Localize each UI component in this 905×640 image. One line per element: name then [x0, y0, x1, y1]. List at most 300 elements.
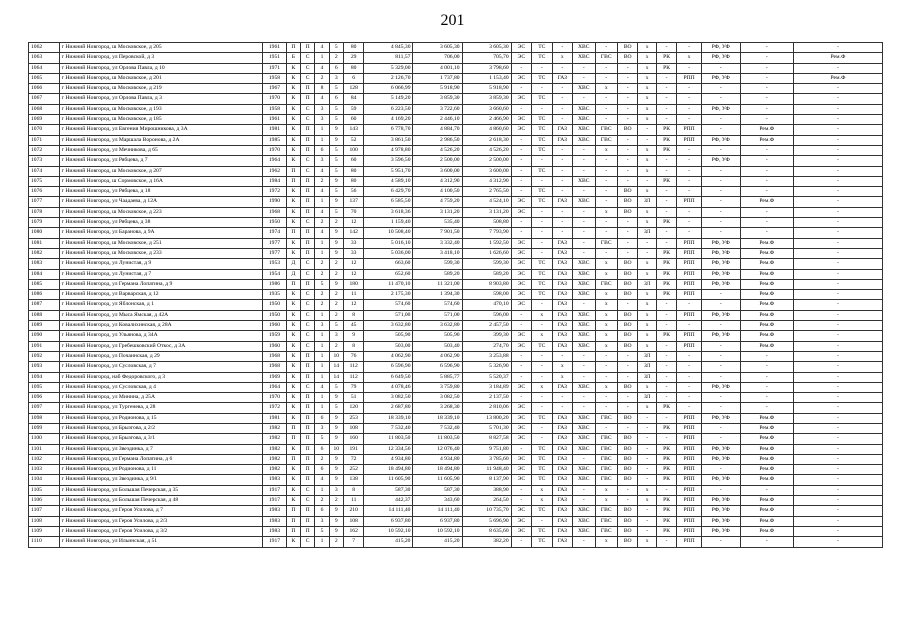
table-cell: -	[701, 115, 740, 125]
table-cell: ГАЗ	[552, 526, 572, 536]
table-cell: 80	[343, 176, 363, 186]
table-cell: 1964	[263, 156, 287, 166]
table-cell: 143	[343, 125, 363, 135]
table-cell: -	[793, 145, 882, 155]
table-cell: ВО	[618, 197, 638, 207]
table-cell: 1108	[29, 516, 60, 526]
table-cell: -	[511, 496, 531, 506]
table-cell: -	[532, 372, 552, 382]
table-cell: 72	[343, 454, 363, 464]
table-cell: 5	[315, 526, 329, 536]
table-cell: РК	[656, 444, 676, 454]
table-cell: г Нижний Новгород, ул Мыса Ямская, д 42А	[59, 310, 263, 320]
table-cell: РПП	[677, 485, 702, 495]
table-cell: -	[793, 176, 882, 186]
table-cell: -	[656, 228, 676, 238]
table-cell: 3 660,60	[462, 104, 511, 114]
table-cell: 1950	[263, 300, 287, 310]
table-cell: ГАЗ	[552, 331, 572, 341]
table-cell: -	[511, 187, 531, 197]
table-cell: 9	[329, 413, 343, 423]
table-cell: г Нижний Новгород, ул Мечникова, д 65	[59, 145, 263, 155]
table-cell: 1958	[263, 104, 287, 114]
table-cell: -	[618, 485, 638, 495]
table-cell: -	[618, 135, 638, 145]
table-cell: ВО	[618, 454, 638, 464]
table-cell: 1092	[29, 351, 60, 361]
table-cell: 2	[329, 310, 343, 320]
table-cell: 6 596,90	[413, 362, 462, 372]
table-cell: -	[740, 145, 793, 155]
table-cell: 162	[343, 526, 363, 536]
table-cell: -	[638, 444, 656, 454]
table-cell: -	[793, 279, 882, 289]
table-cell: 1080	[29, 228, 60, 238]
table-cell: 8 635,60	[462, 526, 511, 536]
table-cell: 11 803,50	[413, 434, 462, 444]
table-cell: 9	[329, 238, 343, 248]
table-cell: Рем.Ф	[740, 259, 793, 269]
table-cell: 5 329,00	[364, 63, 413, 73]
table-cell: -	[552, 393, 572, 403]
table-cell: г Нижний Новгород, ул Звездинка, д 7	[59, 444, 263, 454]
table-cell: К	[286, 465, 300, 475]
table-row	[29, 63, 883, 73]
table-cell: х	[595, 145, 618, 155]
table-cell: х	[638, 104, 656, 114]
table-cell: -	[793, 434, 882, 444]
table-cell: ЭС	[511, 238, 531, 248]
table-cell: 1982	[263, 423, 287, 433]
table-row	[29, 207, 883, 217]
table-cell: 5	[329, 156, 343, 166]
table-cell: 382,20	[462, 537, 511, 547]
table-cell: РФ, УФ	[701, 248, 740, 258]
table-cell: С	[301, 290, 315, 300]
table-cell: 1100	[29, 434, 60, 444]
table-cell: 4	[315, 43, 329, 53]
table-cell: ТС	[532, 53, 552, 63]
table-cell: Рем.Ф	[740, 423, 793, 433]
table-cell: ВО	[618, 444, 638, 454]
table-cell: ВО	[618, 290, 638, 300]
table-cell: -	[618, 423, 638, 433]
table-cell: -	[573, 351, 596, 361]
table-cell: -	[638, 413, 656, 423]
table-cell: ТС	[532, 290, 552, 300]
table-cell: 1962	[263, 166, 287, 176]
table-cell: С	[301, 73, 315, 83]
table-cell: П	[301, 393, 315, 403]
table-cell: ХВС	[573, 506, 596, 516]
table-cell: П	[301, 506, 315, 516]
table-cell: х	[638, 187, 656, 197]
table-cell: РК	[656, 331, 676, 341]
table-cell: -	[656, 187, 676, 197]
table-row	[29, 269, 883, 279]
table-cell: РПП	[677, 537, 702, 547]
table-cell: 56	[343, 187, 363, 197]
table-cell: П	[286, 176, 300, 186]
table-cell: 1094	[29, 372, 60, 382]
table-row	[29, 475, 883, 485]
table-cell: -	[573, 238, 596, 248]
table-cell: 5	[315, 279, 329, 289]
table-cell: 1064	[29, 63, 60, 73]
table-cell: г Нижний Новгород, ул Перовской, д 3	[59, 53, 263, 63]
table-cell: 1103	[29, 465, 60, 475]
table-cell: -	[793, 135, 882, 145]
table-cell: г Нижний Новгород, ш Московское, д 233	[59, 248, 263, 258]
table-cell: -	[656, 104, 676, 114]
table-cell: -	[656, 197, 676, 207]
table-cell: -	[595, 228, 618, 238]
table-cell: 1983	[263, 516, 287, 526]
table-cell: 2	[315, 269, 329, 279]
table-cell: П	[301, 403, 315, 413]
table-cell: 14	[329, 372, 343, 382]
table-cell: ВО	[618, 475, 638, 485]
table-cell: -	[793, 351, 882, 361]
table-cell: 2	[329, 496, 343, 506]
table-cell: ВО	[618, 53, 638, 63]
table-cell: 5	[315, 434, 329, 444]
table-cell: -	[618, 94, 638, 104]
table-cell: -	[511, 372, 531, 382]
table-cell: РК	[656, 248, 676, 258]
table-cell: х	[638, 485, 656, 495]
table-cell: 1071	[29, 135, 60, 145]
table-cell: ГАЗ	[552, 269, 572, 279]
table-cell: 470,10	[462, 300, 511, 310]
table-cell: 1959	[263, 331, 287, 341]
table-cell: 80	[343, 166, 363, 176]
table-cell: ТС	[532, 413, 552, 423]
table-cell: г Нижний Новгород, ул Чаадаева, д 12А	[59, 197, 263, 207]
table-cell: К	[286, 94, 300, 104]
table-cell: 1951	[263, 53, 287, 63]
table-cell: 3	[329, 331, 343, 341]
table-cell: ВО	[618, 413, 638, 423]
table-cell: -	[740, 43, 793, 53]
table-cell: -	[638, 248, 656, 258]
table-cell: 598,00	[462, 290, 511, 300]
table-cell: -	[511, 321, 531, 331]
table-cell: 12	[343, 218, 363, 228]
table-cell: -	[573, 156, 596, 166]
table-cell: ХВС	[573, 53, 596, 63]
table-row	[29, 506, 883, 516]
table-cell: х	[638, 145, 656, 155]
table-cell: г Нижний Новгород, ул Лунистая, д 7	[59, 269, 263, 279]
table-cell: 2 126,70	[364, 73, 413, 83]
table-cell: ЭС	[511, 506, 531, 516]
table-cell: ЭС	[511, 53, 531, 63]
table-cell: С	[301, 115, 315, 125]
table-cell: -	[638, 434, 656, 444]
table-cell: 9	[329, 434, 343, 444]
table-cell: -	[656, 156, 676, 166]
table-cell: 76	[343, 351, 363, 361]
table-cell: -	[618, 248, 638, 258]
table-cell: 1970	[263, 145, 287, 155]
table-cell: 52	[343, 135, 363, 145]
table-cell: г Нижний Новгород, ул Родионова, д 15	[59, 413, 263, 423]
table-cell: 8	[343, 341, 363, 351]
table-cell: 2	[315, 73, 329, 83]
table-cell: -	[740, 207, 793, 217]
table-cell: -	[701, 300, 740, 310]
table-cell: 45	[343, 321, 363, 331]
table-cell: -	[740, 73, 793, 83]
table-cell: 8	[343, 310, 363, 320]
table-cell: -	[573, 393, 596, 403]
table-cell: 1950	[263, 310, 287, 320]
table-cell: Рем.Ф	[740, 197, 793, 207]
table-cell: П	[286, 228, 300, 238]
table-cell: 399,30	[462, 331, 511, 341]
table-cell: х	[638, 310, 656, 320]
table-cell: 12 076,40	[413, 444, 462, 454]
table-row	[29, 115, 883, 125]
table-cell: К	[286, 207, 300, 217]
table-cell: -	[573, 228, 596, 238]
table-cell: К	[286, 135, 300, 145]
table-cell: 1068	[29, 104, 60, 114]
table-cell: 503,40	[413, 341, 462, 351]
table-cell: х	[595, 382, 618, 392]
table-cell: х	[638, 537, 656, 547]
table-cell: -	[740, 382, 793, 392]
table-cell: 33	[343, 248, 363, 258]
table-cell: г Нижний Новгород, ул Героя Усилова, д 7	[59, 506, 263, 516]
table-cell: К	[286, 145, 300, 155]
table-cell: К	[286, 331, 300, 341]
table-cell: х	[595, 485, 618, 495]
table-cell: К	[286, 413, 300, 423]
table-cell: 112	[343, 372, 363, 382]
table-cell: -	[701, 351, 740, 361]
table-cell: Рем.Ф	[740, 465, 793, 475]
table-cell: 3 605,30	[462, 43, 511, 53]
table-cell: х	[638, 115, 656, 125]
table-cell: -	[511, 351, 531, 361]
table-cell: Рем.Ф	[740, 279, 793, 289]
table-cell: С	[301, 537, 315, 547]
table-cell: 11 321,00	[413, 279, 462, 289]
table-cell: -	[595, 362, 618, 372]
table-cell: К	[286, 104, 300, 114]
table-cell: 3 605,30	[413, 43, 462, 53]
table-cell: х	[532, 382, 552, 392]
table-cell: 9	[329, 248, 343, 258]
table-cell: 10 508,40	[364, 228, 413, 238]
table-cell: -	[701, 485, 740, 495]
table-cell: -	[701, 465, 740, 475]
table-cell: 108	[343, 516, 363, 526]
table-cell: РФ, УФ	[701, 454, 740, 464]
table-cell: 5	[329, 321, 343, 331]
table-cell: ХВС	[573, 413, 596, 423]
table-cell: 10	[329, 444, 343, 454]
table-cell: ХВС	[573, 331, 596, 341]
table-cell: -	[532, 238, 552, 248]
table-cell: 1063	[29, 53, 60, 63]
table-cell: -	[595, 104, 618, 114]
table-cell: 9	[329, 393, 343, 403]
table-cell: 1084	[29, 269, 60, 279]
table-cell: Рем.Ф	[740, 290, 793, 300]
table-cell: ХВС	[573, 526, 596, 536]
table-cell: -	[701, 94, 740, 104]
table-cell: П	[286, 423, 300, 433]
table-row	[29, 197, 883, 207]
table-cell: 1968	[263, 207, 287, 217]
table-cell: 6 066,99	[364, 84, 413, 94]
table-cell: 5 918,90	[413, 84, 462, 94]
table-cell: ГАЗ	[552, 485, 572, 495]
table-cell: -	[701, 403, 740, 413]
table-cell: -	[793, 290, 882, 300]
table-cell: -	[532, 423, 552, 433]
table-cell: -	[573, 372, 596, 382]
table-cell: 5 918,90	[462, 84, 511, 94]
table-cell: 1070	[29, 125, 60, 135]
table-cell: 5	[329, 382, 343, 392]
table-cell: -	[511, 145, 531, 155]
table-cell: 10 592,10	[364, 526, 413, 536]
table-cell: 1950	[263, 218, 287, 228]
table-cell: -	[656, 166, 676, 176]
table-cell: 60	[343, 156, 363, 166]
table-cell: ЭС	[511, 465, 531, 475]
table-cell: г Нижний Новгород, ул Яблонская, д 1	[59, 300, 263, 310]
table-cell: -	[793, 207, 882, 217]
table-cell: 3	[315, 423, 329, 433]
table-cell: П	[286, 43, 300, 53]
table-cell: ВО	[618, 382, 638, 392]
table-cell: 128	[343, 84, 363, 94]
table-cell: -	[532, 393, 552, 403]
table-row	[29, 310, 883, 320]
table-cell: 1078	[29, 207, 60, 217]
table-row	[29, 362, 883, 372]
table-cell: ГАЗ	[552, 73, 572, 83]
table-cell: ГАЗ	[552, 259, 572, 269]
table-row	[29, 53, 883, 63]
table-cell: -	[701, 372, 740, 382]
table-cell: ХВС	[573, 135, 596, 145]
table-cell: 51	[343, 393, 363, 403]
table-cell: 9	[329, 506, 343, 516]
table-cell: ЭС	[511, 259, 531, 269]
table-cell: -	[552, 145, 572, 155]
table-cell: 1	[315, 238, 329, 248]
table-cell: П	[301, 238, 315, 248]
table-cell: ХВС	[573, 269, 596, 279]
table-cell: -	[595, 372, 618, 382]
table-cell: РК	[656, 423, 676, 433]
table-cell: 652,60	[364, 269, 413, 279]
table-cell: ГВС	[595, 444, 618, 454]
table-cell: РПП	[677, 248, 702, 258]
table-cell: 100	[343, 145, 363, 155]
table-cell: С	[301, 331, 315, 341]
table-cell: ЭС	[511, 279, 531, 289]
table-cell: 9	[329, 423, 343, 433]
table-cell: г Нижний Новгород, ул Орлова Павла, д 3	[59, 94, 263, 104]
table-cell: 3 418,10	[413, 248, 462, 258]
table-cell: 589,20	[413, 269, 462, 279]
table-cell: ТС	[532, 115, 552, 125]
table-cell: К	[286, 238, 300, 248]
table-cell: 1	[315, 403, 329, 413]
table-cell: 29	[343, 53, 363, 63]
table-cell: 3 785,60	[462, 454, 511, 464]
table-cell: 5 885,77	[413, 372, 462, 382]
table-row	[29, 228, 883, 238]
table-cell: П	[301, 454, 315, 464]
table-cell: 2	[315, 176, 329, 186]
table-cell: 1972	[263, 403, 287, 413]
table-cell: 9	[329, 475, 343, 485]
table-cell: 1083	[29, 259, 60, 269]
table-cell: ХВС	[573, 125, 596, 135]
table-cell: П	[301, 475, 315, 485]
table-cell: 705,70	[462, 53, 511, 63]
table-cell: 14	[329, 362, 343, 372]
table-cell: -	[793, 94, 882, 104]
table-row	[29, 176, 883, 186]
table-cell: РФ, УФ	[701, 238, 740, 248]
table-cell: 535,40	[413, 218, 462, 228]
table-cell: 2	[315, 496, 329, 506]
table-cell: РФ, УФ	[701, 53, 740, 63]
table-cell: -	[656, 393, 676, 403]
table-cell: х	[638, 300, 656, 310]
table-cell: -	[638, 465, 656, 475]
table-cell: -	[595, 403, 618, 413]
table-row	[29, 84, 883, 94]
table-cell: -	[656, 73, 676, 83]
table-cell: -	[740, 228, 793, 238]
table-cell: РФ, УФ	[701, 444, 740, 454]
table-cell: 6	[315, 506, 329, 516]
table-cell: 210	[343, 506, 363, 516]
table-cell: ГАЗ	[552, 413, 572, 423]
table-cell: -	[656, 321, 676, 331]
table-cell: К	[286, 403, 300, 413]
table-cell: РФ, УФ	[701, 135, 740, 145]
table-cell: К	[286, 475, 300, 485]
table-cell: -	[573, 454, 596, 464]
table-cell: х	[532, 331, 552, 341]
table-cell: х	[595, 269, 618, 279]
table-cell: -	[740, 403, 793, 413]
table-cell: 9	[329, 135, 343, 145]
table-cell: -	[793, 63, 882, 73]
table-cell: К	[286, 125, 300, 135]
table-cell: Рем.Ф	[793, 53, 882, 63]
table-cell: ЗЛ	[638, 362, 656, 372]
table-cell: -	[740, 176, 793, 186]
table-cell: 4 312,90	[413, 176, 462, 186]
table-cell: 2	[329, 290, 343, 300]
table-cell: 1105	[29, 485, 60, 495]
table-cell: 505,90	[364, 331, 413, 341]
table-cell: г Нижний Новгород, ул Германа Лопатина, д 9	[59, 279, 263, 289]
table-cell: -	[595, 115, 618, 125]
